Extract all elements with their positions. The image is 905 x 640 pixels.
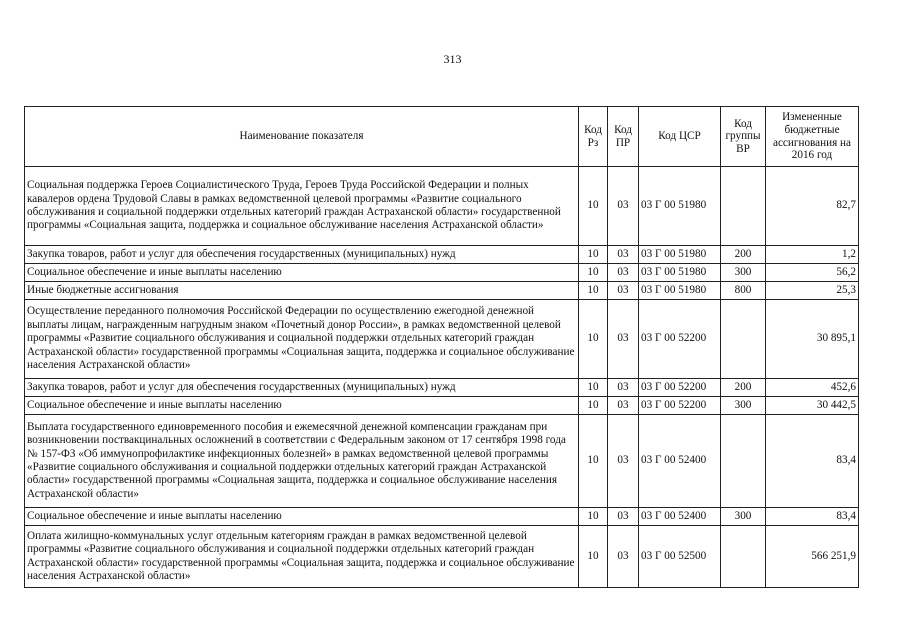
header-rz: Код Рз bbox=[579, 107, 608, 167]
row-amount: 56,2 bbox=[766, 264, 859, 282]
row-name: Иные бюджетные ассигнования bbox=[25, 282, 579, 300]
page-number: 313 bbox=[443, 52, 462, 66]
row-vr bbox=[721, 526, 766, 588]
row-pr: 03 bbox=[608, 415, 639, 508]
table-row bbox=[25, 167, 859, 246]
row-name: Социальное обеспечение и иные выплаты населению bbox=[25, 264, 579, 282]
row-amount: 83,4 bbox=[766, 508, 859, 526]
row-csr: 03 Г 00 52200 bbox=[639, 379, 721, 397]
row-rz: 10 bbox=[579, 246, 608, 264]
row-rz: 10 bbox=[579, 508, 608, 526]
table-row bbox=[25, 246, 859, 264]
header-pr: Код ПР bbox=[608, 107, 639, 167]
row-vr: 300 bbox=[721, 508, 766, 526]
row-rz: 10 bbox=[579, 415, 608, 508]
table-row bbox=[25, 397, 859, 415]
row-amount: 83,4 bbox=[766, 415, 859, 508]
row-pr: 03 bbox=[608, 264, 639, 282]
row-vr bbox=[721, 300, 766, 379]
row-vr bbox=[721, 167, 766, 246]
row-rz: 10 bbox=[579, 526, 608, 588]
row-vr: 300 bbox=[721, 264, 766, 282]
table-row bbox=[25, 379, 859, 397]
row-vr: 300 bbox=[721, 397, 766, 415]
row-pr: 03 bbox=[608, 508, 639, 526]
row-pr: 03 bbox=[608, 282, 639, 300]
header-name: Наименование показателя bbox=[25, 107, 579, 167]
table-row bbox=[25, 300, 859, 379]
row-rz: 10 bbox=[579, 379, 608, 397]
row-vr: 200 bbox=[721, 379, 766, 397]
row-rz: 10 bbox=[579, 167, 608, 246]
row-amount: 30 895,1 bbox=[766, 300, 859, 379]
row-name: Социальная поддержка Героев Социалистического Труда, Героев Труда Российской Федерации и полных кавалеров ордена Трудовой Славы в рамках ведомственной целевой программы «Развитие социального обслуживания и социальной поддержки отдельных категорий граждан Астраханской области» государственной программы «Социальная защита, поддержка и социальное обслуживание населения Астраханской области» bbox=[25, 167, 579, 246]
row-rz: 10 bbox=[579, 300, 608, 379]
row-amount: 566 251,9 bbox=[766, 526, 859, 588]
row-pr: 03 bbox=[608, 300, 639, 379]
row-amount: 1,2 bbox=[766, 246, 859, 264]
row-vr: 200 bbox=[721, 246, 766, 264]
row-csr: 03 Г 00 52500 bbox=[639, 526, 721, 588]
row-pr: 03 bbox=[608, 526, 639, 588]
row-rz: 10 bbox=[579, 282, 608, 300]
header-vr: Код группы ВР bbox=[721, 107, 766, 167]
table-row bbox=[25, 526, 859, 588]
row-pr: 03 bbox=[608, 379, 639, 397]
row-name: Социальное обеспечение и иные выплаты населению bbox=[25, 397, 579, 415]
row-name: Закупка товаров, работ и услуг для обеспечения государственных (муниципальных) нужд bbox=[25, 246, 579, 264]
table-row bbox=[25, 508, 859, 526]
row-name: Закупка товаров, работ и услуг для обеспечения государственных (муниципальных) нужд bbox=[25, 379, 579, 397]
row-amount: 30 442,5 bbox=[766, 397, 859, 415]
row-amount: 25,3 bbox=[766, 282, 859, 300]
row-name: Выплата государственного единовременного пособия и ежемесячной денежной компенсации гражданам при возникновении поствакцинальных осложнений в соответствии с Федеральным законом от 17 сентября 1998 года № 157-ФЗ «Об иммунопрофилактике инфекционных болезней» в рамках ведомственной целевой программы «Развитие социального обслуживания и социальной поддержки отдельных категорий граждан Астраханской области» государственной программы «Социальная защита, поддержка и социальное обслуживание населения Астраханской области» bbox=[25, 415, 579, 508]
row-csr: 03 Г 00 51980 bbox=[639, 264, 721, 282]
row-name: Осуществление переданного полномочия Российской Федерации по осуществлению ежегодной денежной выплаты лицам, награжденным нагрудным знаком «Почетный донор России», в рамках ведомственной целевой программы «Развитие социального обслуживания и социальной поддержки отдельных категорий граждан Астраханской области» государственной программы «Социальная защита, поддержка и социальное обслуживание населения Астраханской области» bbox=[25, 300, 579, 379]
row-amount: 82,7 bbox=[766, 167, 859, 246]
table-row bbox=[25, 415, 859, 508]
table-row bbox=[25, 264, 859, 282]
table-row bbox=[25, 282, 859, 300]
row-csr: 03 Г 00 52200 bbox=[639, 397, 721, 415]
row-rz: 10 bbox=[579, 397, 608, 415]
row-csr: 03 Г 00 52400 bbox=[639, 508, 721, 526]
row-csr: 03 Г 00 52200 bbox=[639, 300, 721, 379]
row-csr: 03 Г 00 51980 bbox=[639, 282, 721, 300]
row-name: Оплата жилищно-коммунальных услуг отдельным категориям граждан в рамках ведомственной целевой программы «Развитие социального обслуживания и социальной поддержки отдельных категорий граждан Астраханской области» государственной программы «Социальная защита, поддержка и социальное обслуживание населения Астраханской области» bbox=[25, 526, 579, 588]
row-csr: 03 Г 00 51980 bbox=[639, 167, 721, 246]
budget-table bbox=[24, 106, 859, 588]
row-amount: 452,6 bbox=[766, 379, 859, 397]
row-pr: 03 bbox=[608, 167, 639, 246]
row-name: Социальное обеспечение и иные выплаты населению bbox=[25, 508, 579, 526]
row-csr: 03 Г 00 51980 bbox=[639, 246, 721, 264]
row-pr: 03 bbox=[608, 246, 639, 264]
header-row bbox=[25, 107, 859, 167]
row-vr bbox=[721, 415, 766, 508]
row-vr: 800 bbox=[721, 282, 766, 300]
row-pr: 03 bbox=[608, 397, 639, 415]
header-csr: Код ЦСР bbox=[639, 107, 721, 167]
row-rz: 10 bbox=[579, 264, 608, 282]
row-csr: 03 Г 00 52400 bbox=[639, 415, 721, 508]
header-amount: Измененные бюджетные ассигнования на 2016 год bbox=[766, 107, 859, 167]
